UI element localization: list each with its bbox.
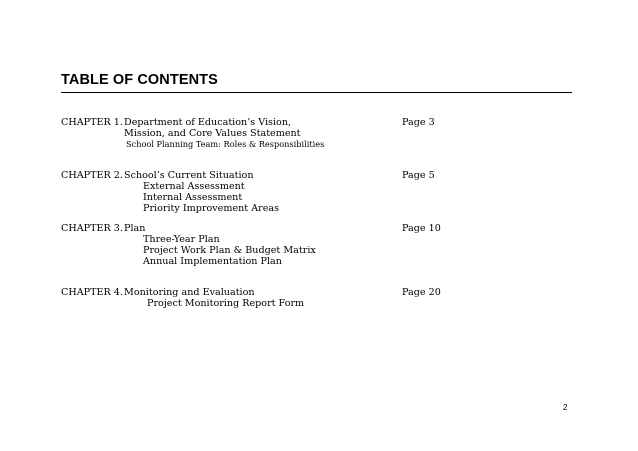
chapter-4-number: CHAPTER 4. — [61, 287, 123, 298]
chapter-1-heading: Department of Education’s Vision, — [124, 117, 292, 128]
chapter-3-heading: Plan — [124, 223, 146, 234]
chapter-3-number: CHAPTER 3. — [61, 223, 123, 234]
chapter-2-heading: School’s Current Situation — [124, 170, 254, 181]
chapter-3-subitem: Annual Implementation Plan — [143, 256, 282, 267]
chapter-2-page: Page 5 — [402, 170, 435, 181]
chapter-2-number: CHAPTER 2. — [61, 170, 123, 181]
chapter-2-subitem: Internal Assessment — [143, 192, 243, 203]
chapter-4-page: Page 20 — [402, 287, 441, 298]
chapter-1-page: Page 3 — [402, 117, 435, 128]
chapter-3-subitem: Project Work Plan & Budget Matrix — [143, 245, 316, 256]
chapter-1-heading-cont: Mission, and Core Values Statement — [124, 128, 301, 139]
chapter-2-subitem: Priority Improvement Areas — [143, 203, 280, 214]
chapter-4-subitem: Project Monitoring Report Form — [147, 298, 305, 309]
chapter-3-page: Page 10 — [402, 223, 441, 234]
chapter-3-subitem: Three-Year Plan — [143, 234, 220, 245]
chapter-1-subitem: School Planning Team: Roles & Responsibilities — [126, 139, 325, 149]
chapter-4-heading: Monitoring and Evaluation — [124, 287, 255, 298]
page-number: 2 — [563, 403, 568, 412]
chapter-2-subitem: External Assessment — [143, 181, 245, 192]
page-title: TABLE OF CONTENTS — [61, 72, 218, 88]
chapter-1-number: CHAPTER 1. — [61, 117, 123, 128]
title-underline — [61, 92, 572, 93]
